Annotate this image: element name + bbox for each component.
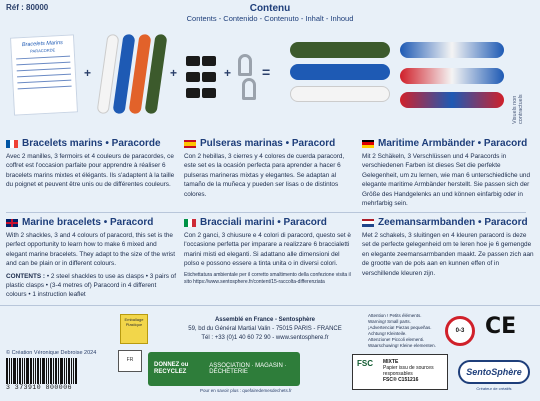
section-it (184, 217, 356, 286)
section-title-it (184, 217, 356, 228)
section-title-text: Pulseras marinas • Paracord (200, 138, 336, 149)
triman-icon: FR (118, 350, 142, 372)
fsc-description: Papier issu de sources responsables (383, 365, 434, 377)
ce-mark-icon: CE (485, 314, 517, 339)
leaflet-subtitle: PARACORDE (30, 47, 56, 54)
plastic-clasp (186, 56, 200, 66)
non-contractual-note: Visuels non contractuels (512, 94, 524, 124)
fsc-logo-icon: FSC (357, 359, 373, 368)
steel-shackle (238, 54, 252, 76)
reference-label: Réf : 80000 (6, 3, 49, 12)
footer-divider (0, 305, 540, 306)
bracelet-blue-white (400, 42, 504, 58)
plastic-clasp (202, 88, 216, 98)
leaflet-illustrations (16, 56, 72, 92)
flag-uk-icon (6, 219, 18, 227)
flag-es-icon (184, 140, 196, 148)
contents-list (6, 272, 178, 300)
bracelet-green (290, 42, 390, 58)
recycle-options: ASSOCIATION · MAGASIN · DÉCHÈTERIE (209, 363, 287, 375)
age-warning-icon: 0-3 (445, 316, 475, 346)
section-en (6, 217, 178, 300)
warning-line: Warning! Small parts. (368, 319, 411, 324)
copyright: © Création Véronique Debroise 2024 (6, 350, 97, 356)
section-text: Con 2 hebillas, 3 cierres y 4 colores de cuerda paracord, este set es la ocasión perfecta para aprender a hacer 6 pulseras marineras mixtas y elegantes. Se adaptan al tamaño de la muñeca y pueden ser lisas o de distintos colores. (184, 153, 345, 198)
brand-tagline: Créateur de créatifs (476, 386, 512, 391)
flag-fr-icon (6, 140, 18, 148)
plastic-clasp (202, 56, 216, 66)
plastic-packaging-icon: Emballage Plastique (120, 314, 148, 344)
warning-line: Attention ! Petits éléments. (368, 313, 422, 318)
section-de (362, 138, 534, 208)
instruction-leaflet (10, 34, 78, 115)
barcode-number: 3 373910 800006 (6, 384, 73, 391)
manufacturer-contact: Tél : +33 (0)1 40 60 72 90 - www.sentosphere.fr (201, 335, 329, 341)
plus-sign: + (170, 66, 178, 80)
barcode (6, 358, 98, 392)
warning-line: ¡Advertencia! Piezas pequeñas. (368, 325, 432, 330)
bracelet-white (290, 86, 390, 102)
contents-label: CONTENTS : (6, 272, 46, 280)
environmental-note: Etichettatura ambientale per il corretto smaltimento della confezione visita il sito https://www.sentosphere.fr/content/15-raccolta-differenziata (184, 271, 351, 285)
section-text: Avec 2 manilles, 3 fermoirs et 4 couleurs de paracordes, ce coffret est l'occasion parfaite pour apprendre à réaliser 6 bracelets marins mixtes et élégants. Ils s'adaptent à la taille du poignet et peuvent être unis ou de différentes couleurs. (6, 153, 175, 189)
bracelet-tricolor (400, 68, 504, 84)
equals-sign: = (262, 64, 271, 80)
plastic-clasp (186, 88, 200, 98)
plastic-clasp (202, 72, 216, 82)
section-fr (6, 138, 178, 190)
section-title-de (362, 138, 534, 149)
page-title: Contenu (249, 3, 291, 14)
fsc-label (352, 354, 448, 390)
section-text: Mit 2 Schäkeln, 3 Verschlüssen und 4 Paracords in verschiedenen Farben ist dieses Set die perfekte Gelegenheit, um zu lernen, wie man 6 unterschiedliche und elegante maritime Armbänder herstellt. Sie passen sich der Größe des Handgelenks an und können einfarbig oder in mehrfarbig sein. (362, 153, 531, 208)
manufacturer-address: 59, bd du Général Martial Valin - 75015 PARIS - FRANCE (188, 326, 342, 332)
small-parts-warning (368, 313, 454, 349)
brand-logo: SentoSphère (458, 360, 530, 384)
page-subtitle: Contents - Contenido - Contenuto - Inhalt - Inhoud (186, 14, 354, 23)
section-title-en (6, 217, 178, 228)
flag-it-icon (184, 219, 196, 227)
section-divider (6, 212, 526, 213)
recycle-info (148, 352, 300, 386)
fsc-type: MIXTE (383, 359, 399, 365)
barcode-bars-icon (6, 358, 98, 384)
manufacturer-info (165, 316, 365, 343)
fsc-code: FSC® C151216 (383, 377, 419, 383)
section-title-text: Bracciali marini • Paracord (200, 217, 327, 228)
section-text: With 2 shackles, 3 and 4 colours of paracord, this set is the perfect opportunity to learn how to make 6 mixed and elegant marine bracelets. They adapt to the size of the wrist and can be plain or in different colours. (6, 232, 175, 268)
recycle-title: DONNEZ ou RECYCLEZ (154, 362, 189, 375)
manufacturer-line: Assemblé en France - Sentosphère (214, 317, 316, 323)
bracelet-red-blue (400, 92, 504, 108)
product-strip (4, 28, 526, 124)
plastic-clasp (186, 72, 200, 82)
section-title-text: Maritime Armbänder • Paracord (378, 138, 528, 149)
section-title-text: Bracelets marins • Paracorde (22, 138, 161, 149)
section-es (184, 138, 356, 199)
section-title-text: Marine bracelets • Paracord (22, 217, 154, 228)
section-nl (362, 217, 534, 278)
plus-sign: + (84, 66, 92, 80)
section-text: Con 2 ganci, 3 chiusure e 4 colori di paracord, questo set è l'occasione perfetta per imparare a realizzare 6 braccialetti marini misti ed eleganti. Si adattano alle dimensioni del polso e possono essere a tinta unita o in diversi colori. (184, 232, 351, 268)
warning-line: Waarschuwing! Kleine elementen. (368, 343, 436, 348)
contents-items: • 2 steel shackles to use as clasps • 3 pairs of plastic clasps • (3-4 metres of) Paracord in 4 different colours • 1 instruction leaflet (6, 272, 176, 299)
section-text: Met 2 schakels, 3 sluitingen en 4 kleuren paracord is deze set de perfecte gelegenheid om te leren hoe je 6 gemengde en elegante zeemansarmbanden maakt. Ze passen zich aan de grootte van de pols aan en kunnen effen of in verschillende kleuren zijn. (362, 232, 534, 277)
section-title-text: Zeemansarmbanden • Paracord (378, 217, 528, 228)
plus-sign: + (224, 66, 232, 80)
section-title-nl (362, 217, 534, 228)
recycle-link: Pour en savoir plus : quefairedemesdechets.fr (200, 388, 292, 393)
section-title-fr (6, 138, 178, 149)
flag-nl-icon (362, 219, 374, 227)
leaflet-title: Bracelets Marins (21, 39, 63, 49)
section-title-es (184, 138, 356, 149)
bracelet-blue (290, 64, 390, 80)
steel-shackle (242, 78, 256, 100)
warning-line: Attenzione! Piccoli elementi. (368, 337, 425, 342)
flag-de-icon (362, 140, 374, 148)
warning-line: Achtung! Kleinteile. (368, 331, 407, 336)
